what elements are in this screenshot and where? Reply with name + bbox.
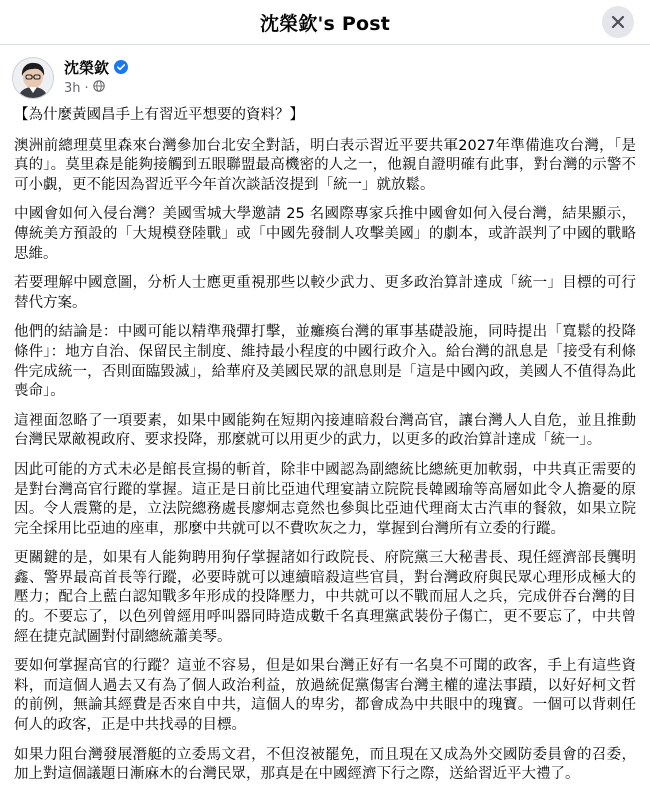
verified-badge-icon bbox=[114, 60, 128, 74]
post-paragraph: 若要理解中國意圖，分析人士應更重視那些以較少武力、更多政治算計達成「統一」目標的可行替代方案。 bbox=[14, 275, 636, 311]
close-button[interactable] bbox=[602, 6, 634, 38]
post-paragraph: 【為什麼黃國昌手上有習近平想要的資料？】 bbox=[14, 107, 304, 123]
avatar[interactable] bbox=[12, 57, 54, 99]
dialog-title: 沈榮欽's Post bbox=[259, 12, 391, 35]
post-paragraph: 要如何掌握高官的行蹤？這並不容易，但是如果台灣正好有一名臭不可聞的政客，手上有這些資料，而這個人過去又有為了個人政治利益，放過統促黨傷害台灣主權的違法事蹟，以好好柯文哲的前例，無論其經費是否來自中共，這個人的卑劣，都會成為中共眼中的瑰寶。一個可以背刺任何人的政客，正是中共找尋的目標。 bbox=[14, 658, 636, 734]
profile-photo bbox=[13, 58, 53, 98]
post-paragraph: 中國會如何入侵台灣？美國雪城大學邀請 25 名國際專家兵推中國會如何入侵台灣，結果顯示，傳統美方預設的「大規模登陸戰」或「中國先發制人攻擊美國」的劇本，或許誤判了中國的戰略思維。 bbox=[14, 206, 636, 262]
meta-separator: · bbox=[84, 80, 89, 96]
close-icon bbox=[611, 15, 625, 29]
post-paragraph: 澳洲前總理莫里森來台灣參加台北安全對話，明白表示習近平要共軍2027年準備進攻台灣，「是真的」。莫里森是能夠接觸到五眼聯盟最高機密的人之一，他親自證明確有此事，對台灣的示警不可小覷，更不能因為習近平今年首次談話沒提到「統一」就放鬆。 bbox=[14, 137, 636, 193]
globe-icon[interactable] bbox=[93, 80, 105, 96]
post-paragraph: 這裡面忽略了一項要素，如果中國能夠在短期內接連暗殺台灣高官，讓台灣人人自危，並且推動台灣民眾敵視政府、要求投降，那麼就可以用更少的武力，以更多的政治算計達成「統一」。 bbox=[14, 412, 636, 449]
post-body bbox=[0, 99, 650, 785]
post-timestamp[interactable]: 3h bbox=[64, 80, 81, 96]
post-paragraph: 更關鍵的是，如果有人能夠聘用狗仔掌握諸如行政院長、府院黨三大秘書長、現任經濟部長龔明鑫、警界最高首長等行蹤，必要時就可以連續暗殺這些官員，對台灣政府與民眾心理形成極大的壓力；配合上藍白認知戰多年形成的投降壓力，中共就可以不戰而屈人之兵，完成併吞台灣的目的。不要忘了，以色列曾經用呼叫器同時造成數千名真理黨武裝份子傷亡，更不要忘了，中共曾經在捷克試圖對付副總統蕭美琴。 bbox=[14, 550, 636, 645]
post-dialog-header bbox=[0, 0, 650, 45]
post-paragraph: 如果力阻台灣發展潛艇的立委馬文君，不但沒被罷免，而且現在又成為外交國防委員會的召委，加上對這個議題日漸麻木的台灣民眾，那真是在中國經濟下行之際，送給習近平大禮了。 bbox=[14, 746, 636, 783]
author-name[interactable]: 沈榮欽 bbox=[64, 58, 110, 77]
post-paragraph: 他們的結論是：中國可能以精準飛彈打擊，並癱瘓台灣的軍事基礎設施，同時提出「寬鬆的投降條件」：地方自治、保留民主制度、維持最小程度的中國行政介入。給台灣的訊息是「接受有利條件完成統一，否則面臨毀滅」，給華府及美國民眾的訊息則是「這是中國內政，美國人不值得為此喪命」。 bbox=[14, 324, 636, 400]
post-author-row bbox=[0, 45, 650, 99]
post-paragraph: 因此可能的方式未必是館長宣揚的斬首，除非中國認為副總統比總統更加軟弱，中共真正需要的是對台灣高官行蹤的掌握。這正是日前比亞迪代理宴請立院院長韓國瑜等高層如此令人擔憂的原因。令人震驚的是，立法院總務處長廖炯志竟然也參與比亞迪代理商太古汽車的餐敘，如果立院完全採用比亞迪的座車，那麼中共就可以不費吹灰之力，掌握到台灣所有立委的行蹤。 bbox=[14, 461, 636, 537]
